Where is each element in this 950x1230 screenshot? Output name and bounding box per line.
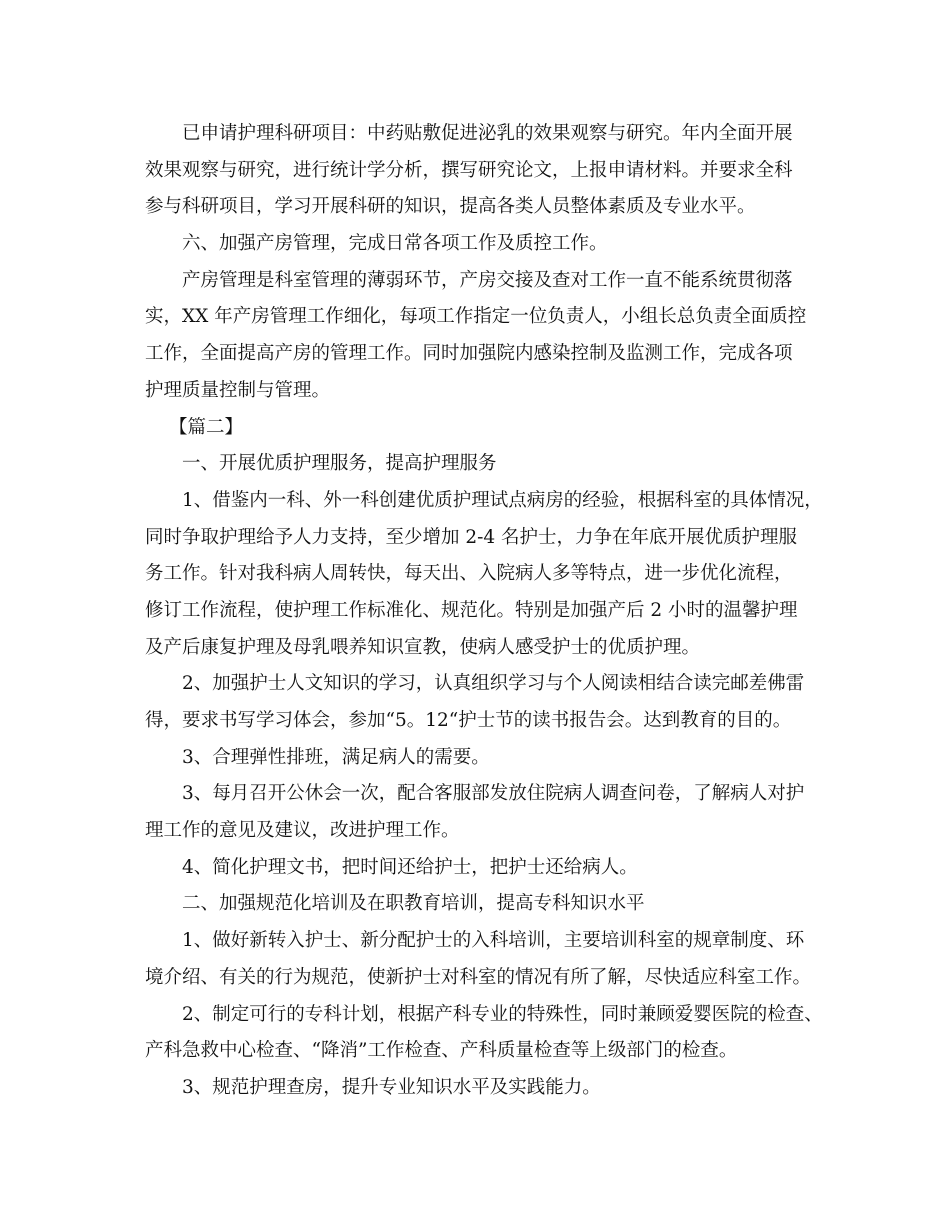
paragraph-line: 产科急救中心检查、“降消”工作检查、产科质量检查等上级部门的检查。 [145, 1040, 738, 1062]
section-heading: 一、开展优质护理服务，提高护理服务 [182, 453, 497, 475]
paragraph-line: 得，要求书写学习体会，参加“5。12“护士节的读书报告会。达到教育的目的。 [145, 710, 792, 731]
paragraph-line: 1、借鉴内一科、外一科创建优质护理试点病房的经验，根据科室的具体情况， [182, 489, 823, 511]
paragraph-line: 产房管理是科室管理的薄弱环节，产房交接及查对工作一直不能系统贯彻落 [182, 269, 793, 291]
section-heading: 二、加强规范化培训及在职教育培训，提高专科知识水平 [182, 893, 645, 915]
paragraph-line: 2、制定可行的专科计划，根据产科专业的特殊性，同时兼顾爱婴医院的检查、 [182, 1003, 823, 1025]
paragraph-line: 效果观察与研究，进行统计学分析，撰写研究论文，上报申请材料。并要求全科 [145, 159, 793, 181]
paragraph-line: 2、加强护士人文知识的学习，认真组织学习与个人阅读相结合读完邮差佛雷 [182, 673, 805, 695]
document-body [145, 116, 823, 1107]
section-heading: 六、加强产房管理，完成日常各项工作及质控工作。 [182, 233, 608, 255]
paragraph-line: 3、规范护理查房，提升专业知识水平及实践能力。 [182, 1076, 601, 1098]
paragraph-line: 工作，全面提高产房的管理工作。同时加强院内感染控制及监测工作，完成各项 [145, 343, 793, 365]
paragraph-line: 实，XX 年产房管理工作细化，每项工作指定一位负责人，小组长总负责全面质控 [145, 306, 807, 328]
paragraph-line: 务工作。针对我科病人周转快，每天出、入院病人多等特点，进一步优化流程， [145, 563, 793, 585]
paragraph-line: 1、做好新转入护士、新分配护士的入科培训，主要培训科室的规章制度、环 [182, 930, 805, 952]
paragraph-line: 修订工作流程，使护理工作标准化、规范化。特别是加强产后 2 小时的温馨护理 [145, 599, 798, 621]
paragraph-line: 已申请护理科研项目：中药贴敷促进泌乳的效果观察与研究。年内全面开展 [182, 123, 793, 144]
part-heading: 【篇二】 [169, 416, 244, 438]
paragraph-line: 护理质量控制与管理。 [145, 379, 331, 401]
paragraph-line: 同时争取护理给予人力支持，至少增加 2-4 名护士，力争在年底开展优质护理服 [145, 526, 798, 548]
paragraph-line: 3、每月召开公休会一次，配合客服部发放住院病人调查问卷，了解病人对护 [182, 783, 805, 805]
paragraph-line: 理工作的意见及建议，改进护理工作。 [145, 820, 460, 842]
paragraph-line: 3、合理弹性排班，满足病人的需要。 [182, 746, 490, 768]
paragraph-line: 及产后康复护理及母乳喂养知识宣教，使病人感受护士的优质护理。 [145, 636, 701, 658]
paragraph-line: 参与科研项目，学习开展科研的知识，提高各类人员整体素质及专业水平。 [145, 196, 756, 218]
paragraph-line: 4、简化护理文书，把时间还给护士，把护士还给病人。 [182, 856, 638, 878]
paragraph-line: 境介绍、有关的行为规范，使新护士对科室的情况有所了解，尽快适应科室工作。 [145, 966, 812, 988]
